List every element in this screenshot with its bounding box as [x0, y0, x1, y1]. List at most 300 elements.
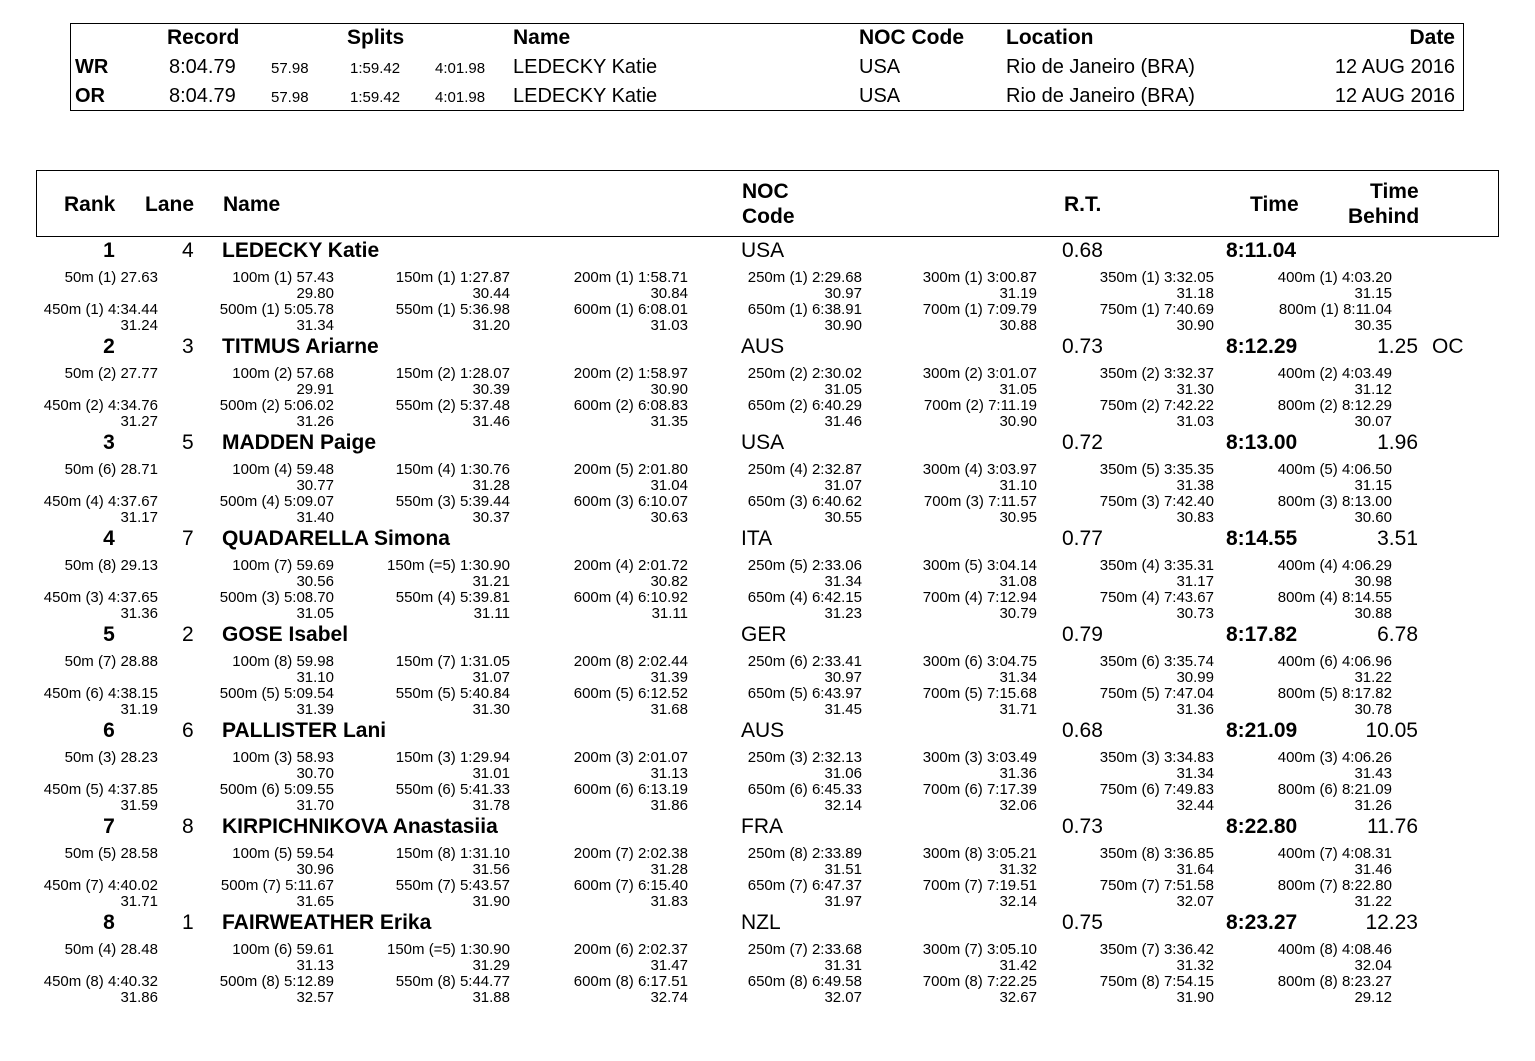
- split-delta: 31.40: [296, 509, 334, 526]
- athlete-name: TITMUS Ariarne: [222, 335, 379, 358]
- split-entry: [396, 686, 510, 718]
- split-entry: [574, 558, 688, 590]
- split-time: 200m (3) 2:01.07: [573, 749, 688, 766]
- split-entry: [1278, 366, 1392, 398]
- split-delta: 31.78: [472, 797, 510, 814]
- split-time: 650m (6) 6:45.33: [747, 781, 862, 798]
- record-split: 57.98: [271, 89, 309, 106]
- split-time: 600m (8) 6:17.51: [573, 973, 688, 990]
- split-delta: 30.97: [824, 285, 862, 302]
- split-delta: 30.90: [999, 413, 1037, 430]
- athlete-time: 8:12.29: [1226, 335, 1298, 358]
- athlete-time-behind: 6.78: [1377, 623, 1418, 646]
- record-type: WR: [75, 56, 109, 78]
- split-delta: 31.07: [824, 477, 862, 494]
- split-delta: 30.78: [1354, 701, 1392, 718]
- split-delta: 31.32: [1176, 957, 1214, 974]
- split-time: 700m (3) 7:11.57: [923, 493, 1037, 510]
- split-delta: 31.34: [1176, 765, 1214, 782]
- split-delta: 31.03: [1176, 413, 1214, 430]
- athlete-noc: AUS: [741, 719, 785, 742]
- split-delta: 31.56: [472, 861, 510, 878]
- split-delta: 32.14: [824, 797, 862, 814]
- split-time: 500m (3) 5:08.70: [219, 589, 334, 606]
- athlete-lane: 2: [182, 623, 194, 646]
- split-entry: [574, 494, 688, 526]
- split-time: 400m (5) 4:06.50: [1277, 461, 1392, 478]
- split-entry: [1100, 462, 1214, 494]
- header-lane: Lane: [145, 193, 195, 216]
- split-entry: [44, 302, 158, 334]
- record-location: Rio de Janeiro (BRA): [1006, 56, 1195, 78]
- split-time: 700m (6) 7:17.39: [922, 781, 1037, 798]
- split-delta: 31.90: [472, 893, 510, 910]
- record-type: OR: [75, 85, 105, 107]
- results-header: [36, 170, 1499, 237]
- split-delta: 30.70: [296, 765, 334, 782]
- athlete-noc: USA: [741, 239, 785, 262]
- split-delta: 30.77: [296, 477, 334, 494]
- split-delta: 32.06: [999, 797, 1037, 814]
- split-entry: [1100, 974, 1214, 1006]
- split-time: 350m (4) 3:35.31: [1099, 557, 1214, 574]
- split-entry: [574, 366, 688, 398]
- split-time: 200m (7) 2:02.38: [573, 845, 688, 862]
- split-time: 300m (4) 3:03.97: [922, 461, 1037, 478]
- split-entry: [1278, 750, 1392, 782]
- split-delta: 31.27: [120, 413, 158, 430]
- split-time: 350m (5) 3:35.35: [1099, 461, 1214, 478]
- split-delta: 31.08: [999, 573, 1037, 590]
- split-time: 600m (7) 6:15.40: [573, 877, 688, 894]
- split-entry: [748, 782, 862, 814]
- split-delta: 30.55: [824, 509, 862, 526]
- split-time: 700m (5) 7:15.68: [922, 685, 1037, 702]
- split-delta: 31.32: [999, 861, 1037, 878]
- split-time: 400m (2) 4:03.49: [1277, 365, 1392, 382]
- header-rank: Rank: [64, 193, 116, 216]
- split-delta: 30.95: [999, 509, 1037, 526]
- split-entry: [1100, 558, 1214, 590]
- split-entry: [220, 686, 334, 718]
- split-delta: 31.39: [296, 701, 334, 718]
- split-entry: [232, 846, 334, 878]
- split-time: 300m (5) 3:04.14: [922, 557, 1037, 574]
- split-entry: [923, 558, 1037, 590]
- split-entry: [396, 750, 510, 782]
- split-entry: [923, 590, 1037, 622]
- split-entry: [748, 398, 862, 430]
- split-entry: [220, 494, 334, 526]
- split-time: 150m (7) 1:31.05: [395, 653, 510, 670]
- split-delta: 31.30: [1176, 381, 1214, 398]
- split-entry: [748, 654, 862, 686]
- athlete-time-behind: 10.05: [1365, 719, 1418, 742]
- split-entry: [1100, 782, 1214, 814]
- split-time: 600m (3) 6:10.07: [573, 493, 688, 510]
- athlete-reaction-time: 0.75: [1062, 911, 1103, 934]
- split-entry: [396, 782, 510, 814]
- athlete-row: [0, 719, 1535, 815]
- athlete-rank: 5: [103, 623, 115, 646]
- split-delta: 31.11: [651, 605, 688, 622]
- split-time: 750m (3) 7:42.40: [1099, 493, 1214, 510]
- split-entry: [923, 270, 1037, 302]
- split-entry: [396, 846, 510, 878]
- athlete-noc: AUS: [741, 335, 785, 358]
- split-delta: 31.97: [824, 893, 862, 910]
- record-time: 8:04.79: [169, 85, 236, 107]
- split-entry: [396, 974, 510, 1006]
- split-entry: [748, 366, 862, 398]
- record-split: 4:01.98: [435, 60, 486, 77]
- split-delta: 30.07: [1354, 413, 1392, 430]
- split-entry: [574, 750, 688, 782]
- split-entry: [748, 558, 862, 590]
- split-delta: 32.07: [1176, 893, 1214, 910]
- split-delta: 31.24: [120, 317, 158, 334]
- split-entry: [1278, 558, 1392, 590]
- split-delta: 30.98: [1354, 573, 1392, 590]
- split-entry: [232, 942, 334, 974]
- split-delta: 31.03: [650, 317, 688, 334]
- split-entry: [1100, 654, 1214, 686]
- split-entry: [396, 462, 510, 494]
- split-delta: 31.10: [999, 477, 1037, 494]
- split-entry: [396, 398, 510, 430]
- split-time: 50m (8) 29.13: [64, 557, 158, 574]
- split-delta: 32.07: [824, 989, 862, 1006]
- athlete-time: 8:17.82: [1226, 623, 1298, 646]
- split-entry: [65, 558, 158, 574]
- athlete-row: [0, 623, 1535, 719]
- record-split: 4:01.98: [435, 89, 486, 106]
- split-time: 650m (1) 6:38.91: [747, 301, 862, 318]
- split-entry: [232, 654, 334, 686]
- split-delta: 30.79: [999, 605, 1037, 622]
- split-delta: 31.71: [999, 701, 1037, 718]
- record-noc: USA: [859, 56, 901, 78]
- split-entry: [232, 270, 334, 302]
- split-entry: [44, 590, 158, 622]
- split-delta: 29.91: [296, 381, 334, 398]
- split-entry: [748, 494, 862, 526]
- split-time: 250m (1) 2:29.68: [747, 269, 862, 286]
- split-delta: 31.36: [120, 605, 158, 622]
- split-time: 200m (1) 1:58.71: [573, 269, 688, 286]
- split-entry: [1278, 846, 1392, 878]
- header-name: Name: [223, 193, 281, 216]
- split-entry: [1100, 686, 1214, 718]
- split-delta: 31.05: [999, 381, 1037, 398]
- split-delta: 31.51: [824, 861, 862, 878]
- split-delta: 32.57: [296, 989, 334, 1006]
- athlete-time: 8:21.09: [1226, 719, 1298, 742]
- split-entry: [396, 654, 510, 686]
- split-entry: [923, 782, 1037, 814]
- split-entry: [923, 654, 1037, 686]
- split-time: 100m (8) 59.98: [232, 653, 334, 670]
- split-delta: 31.34: [824, 573, 862, 590]
- split-time: 200m (6) 2:02.37: [573, 941, 688, 958]
- split-delta: 31.10: [296, 669, 334, 686]
- split-entry: [1278, 782, 1392, 814]
- split-entry: [65, 462, 158, 478]
- split-time: 350m (8) 3:36.85: [1099, 845, 1214, 862]
- split-time: 450m (4) 4:37.67: [43, 493, 158, 510]
- split-time: 700m (8) 7:22.25: [922, 973, 1037, 990]
- split-time: 150m (1) 1:27.87: [395, 269, 510, 286]
- split-entry: [232, 750, 334, 782]
- split-delta: 31.05: [824, 381, 862, 398]
- split-time: 600m (6) 6:13.19: [573, 781, 688, 798]
- split-entry: [574, 654, 688, 686]
- split-delta: 31.39: [650, 669, 688, 686]
- records-table: [70, 23, 1464, 111]
- split-entry: [1278, 590, 1392, 622]
- athlete-time-behind: 1.25: [1377, 335, 1418, 358]
- split-time: 150m (4) 1:30.76: [395, 461, 510, 478]
- athlete-noc: ITA: [741, 527, 773, 550]
- split-time: 750m (6) 7:49.83: [1099, 781, 1214, 798]
- split-entry: [748, 686, 862, 718]
- split-entry: [387, 942, 510, 974]
- athlete-name: KIRPICHNIKOVA Anastasiia: [222, 815, 498, 838]
- record-holder-name: LEDECKY Katie: [513, 85, 658, 107]
- split-delta: 31.06: [824, 765, 862, 782]
- split-delta: 31.21: [472, 573, 510, 590]
- split-delta: 31.43: [1354, 765, 1392, 782]
- athlete-time: 8:11.04: [1226, 239, 1297, 262]
- split-entry: [220, 974, 334, 1006]
- split-time: 550m (5) 5:40.84: [395, 685, 510, 702]
- split-time: 450m (3) 4:37.65: [43, 589, 158, 606]
- split-time: 750m (1) 7:40.69: [1099, 301, 1214, 318]
- header-noc-line1: NOC: [742, 180, 789, 203]
- split-time: 700m (4) 7:12.94: [922, 589, 1037, 606]
- split-entry: [44, 782, 158, 814]
- split-entry: [1279, 302, 1392, 334]
- split-delta: 30.96: [296, 861, 334, 878]
- split-time: 600m (2) 6:08.83: [573, 397, 688, 414]
- athlete-rank: 6: [103, 719, 115, 742]
- split-entry: [387, 558, 510, 590]
- split-delta: 31.17: [1176, 573, 1214, 590]
- split-time: 550m (6) 5:41.33: [395, 781, 510, 798]
- split-delta: 32.74: [650, 989, 688, 1006]
- split-delta: 32.14: [999, 893, 1037, 910]
- split-entry: [574, 846, 688, 878]
- split-entry: [923, 878, 1037, 910]
- split-delta: 30.56: [296, 573, 334, 590]
- split-time: 500m (1) 5:05.78: [219, 301, 334, 318]
- athlete-time: 8:14.55: [1226, 527, 1298, 550]
- split-time: 550m (8) 5:44.77: [395, 973, 510, 990]
- split-time: 350m (6) 3:35.74: [1099, 653, 1214, 670]
- split-time: 350m (3) 3:34.83: [1099, 749, 1214, 766]
- split-entry: [748, 750, 862, 782]
- split-entry: [1278, 398, 1392, 430]
- athlete-rank: 2: [103, 335, 115, 358]
- split-time: 400m (4) 4:06.29: [1277, 557, 1392, 574]
- split-time: 650m (3) 6:40.62: [747, 493, 862, 510]
- split-delta: 30.88: [999, 317, 1037, 334]
- split-entry: [65, 750, 158, 766]
- split-time: 150m (3) 1:29.94: [395, 749, 510, 766]
- split-time: 750m (7) 7:51.58: [1099, 877, 1214, 894]
- split-delta: 31.65: [296, 893, 334, 910]
- split-time: 800m (7) 8:22.80: [1277, 877, 1392, 894]
- split-time: 800m (3) 8:13.00: [1277, 493, 1392, 510]
- athlete-time-behind: 12.23: [1365, 911, 1418, 934]
- athlete-reaction-time: 0.68: [1062, 239, 1103, 262]
- athlete-time-behind: 11.76: [1367, 815, 1418, 838]
- athlete-lane: 8: [182, 815, 194, 838]
- split-time: 150m (2) 1:28.07: [395, 365, 510, 382]
- split-time: 300m (8) 3:05.21: [922, 845, 1037, 862]
- split-entry: [65, 846, 158, 862]
- split-time: 500m (6) 5:09.55: [219, 781, 334, 798]
- athlete-noc: GER: [741, 623, 787, 646]
- split-time: 250m (4) 2:32.87: [747, 461, 862, 478]
- split-entry: [748, 462, 862, 494]
- split-delta: 31.90: [1176, 989, 1214, 1006]
- athlete-row: [0, 335, 1535, 431]
- split-entry: [574, 590, 688, 622]
- split-delta: 30.39: [472, 381, 510, 398]
- athlete-name: MADDEN Paige: [222, 431, 377, 454]
- split-entry: [1100, 366, 1214, 398]
- split-entry: [574, 942, 688, 974]
- split-delta: 31.46: [472, 413, 510, 430]
- split-time: 650m (5) 6:43.97: [747, 685, 862, 702]
- split-entry: [65, 270, 158, 286]
- split-time: 750m (5) 7:47.04: [1099, 685, 1214, 702]
- split-delta: 31.45: [824, 701, 862, 718]
- split-entry: [1100, 302, 1214, 334]
- split-time: 250m (2) 2:30.02: [747, 365, 862, 382]
- athlete-lane: 3: [182, 335, 194, 358]
- split-time: 50m (2) 27.77: [64, 365, 158, 382]
- split-time: 100m (4) 59.48: [232, 461, 334, 478]
- split-time: 50m (3) 28.23: [64, 749, 158, 766]
- split-entry: [1278, 974, 1392, 1006]
- record-header-noc: NOC Code: [859, 26, 964, 49]
- athlete-time: 8:13.00: [1226, 431, 1298, 454]
- athlete-rank: 7: [103, 815, 115, 838]
- split-time: 600m (4) 6:10.92: [573, 589, 688, 606]
- split-time: 750m (2) 7:42.22: [1099, 397, 1214, 414]
- athlete-time: 8:23.27: [1226, 911, 1298, 934]
- split-entry: [574, 686, 688, 718]
- split-entry: [1100, 270, 1214, 302]
- split-entry: [748, 302, 862, 334]
- record-header-name: Name: [513, 26, 571, 49]
- split-entry: [574, 974, 688, 1006]
- split-entry: [748, 974, 862, 1006]
- split-entry: [923, 974, 1037, 1006]
- split-entry: [1278, 494, 1392, 526]
- athlete-row: [0, 815, 1535, 911]
- split-time: 250m (6) 2:33.41: [747, 653, 862, 670]
- split-time: 700m (2) 7:11.19: [923, 397, 1037, 414]
- athlete-reaction-time: 0.68: [1062, 719, 1103, 742]
- split-time: 300m (3) 3:03.49: [922, 749, 1037, 766]
- split-entry: [44, 398, 158, 430]
- split-entry: [1278, 270, 1392, 302]
- record-noc: USA: [859, 85, 901, 107]
- split-entry: [232, 558, 334, 590]
- split-time: 500m (7) 5:11.67: [220, 877, 334, 894]
- split-delta: 30.60: [1354, 509, 1392, 526]
- split-delta: 31.46: [824, 413, 862, 430]
- split-delta: 31.18: [1176, 285, 1214, 302]
- athlete-reaction-time: 0.73: [1062, 815, 1103, 838]
- split-time: 350m (2) 3:32.37: [1099, 365, 1214, 382]
- split-delta: 31.29: [472, 957, 510, 974]
- split-time: 550m (7) 5:43.57: [395, 877, 510, 894]
- split-time: 100m (6) 59.61: [232, 941, 334, 958]
- split-entry: [923, 846, 1037, 878]
- athlete-name: PALLISTER Lani: [222, 719, 387, 742]
- split-entry: [574, 878, 688, 910]
- split-entry: [923, 462, 1037, 494]
- header-time: Time: [1250, 193, 1299, 216]
- split-time: 450m (8) 4:40.32: [43, 973, 158, 990]
- athlete-noc: FRA: [741, 815, 783, 838]
- split-time: 300m (2) 3:01.07: [922, 365, 1037, 382]
- split-delta: 31.42: [999, 957, 1037, 974]
- record-split: 1:59.42: [350, 89, 401, 106]
- split-delta: 31.70: [296, 797, 334, 814]
- split-entry: [1100, 590, 1214, 622]
- athlete-reaction-time: 0.73: [1062, 335, 1103, 358]
- split-delta: 31.13: [296, 957, 334, 974]
- split-delta: 31.46: [1354, 861, 1392, 878]
- split-delta: 31.47: [650, 957, 688, 974]
- split-time: 400m (1) 4:03.20: [1277, 269, 1392, 286]
- split-entry: [396, 270, 510, 302]
- split-delta: 30.82: [650, 573, 688, 590]
- split-time: 400m (7) 4:08.31: [1277, 845, 1392, 862]
- athlete-name: FAIRWEATHER Erika: [222, 911, 432, 934]
- athlete-name: QUADARELLA Simona: [222, 527, 450, 550]
- split-time: 800m (8) 8:23.27: [1277, 973, 1392, 990]
- split-entry: [220, 398, 334, 430]
- split-entry: [923, 750, 1037, 782]
- split-delta: 31.07: [472, 669, 510, 686]
- split-time: 800m (1) 8:11.04: [1278, 301, 1392, 318]
- split-time: 300m (1) 3:00.87: [922, 269, 1037, 286]
- split-time: 600m (1) 6:08.01: [573, 301, 688, 318]
- split-delta: 30.73: [1176, 605, 1214, 622]
- split-delta: 31.15: [1354, 477, 1392, 494]
- split-entry: [574, 270, 688, 302]
- split-entry: [396, 878, 510, 910]
- split-entry: [748, 846, 862, 878]
- split-time: 200m (2) 1:58.97: [573, 365, 688, 382]
- split-delta: 30.99: [1176, 669, 1214, 686]
- split-entry: [1278, 942, 1392, 974]
- athlete-time-behind: 3.51: [1377, 527, 1418, 550]
- split-time: 650m (7) 6:47.37: [747, 877, 862, 894]
- split-time: 50m (1) 27.63: [64, 269, 158, 286]
- split-entry: [232, 462, 334, 494]
- split-delta: 31.23: [824, 605, 862, 622]
- split-delta: 30.63: [650, 509, 688, 526]
- split-delta: 30.90: [1176, 317, 1214, 334]
- split-delta: 29.12: [1354, 989, 1392, 1006]
